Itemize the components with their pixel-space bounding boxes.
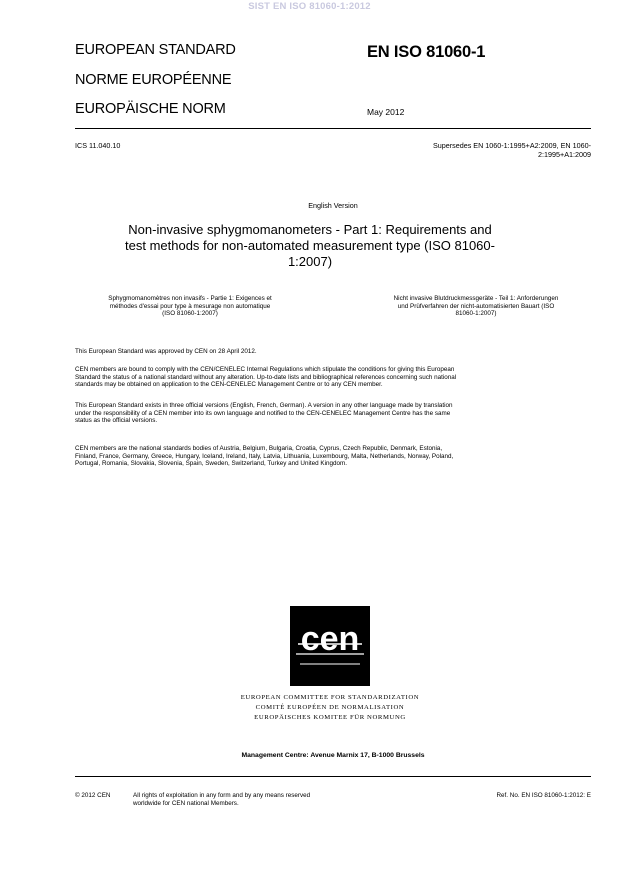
supersedes-note: [320, 142, 591, 160]
german-title-line-3: 81060-1:2007): [455, 310, 497, 318]
paragraph-line: standards may be obtained on application to the CEN-CENELEC Management Centre or to any CEN member.: [75, 381, 383, 389]
paragraph-line: This European Standard exists in three official versions (English, French, German). A version in any other language made by translation: [75, 402, 453, 409]
title-line-2: test methods for non-automated measurement type (ISO 81060-: [125, 238, 495, 253]
supersedes-line-2: 2:1995+A1:2009: [538, 149, 591, 159]
header-line-german: EUROPÄISCHE NORM: [75, 101, 226, 117]
versions-paragraph: [75, 402, 591, 425]
paragraph-line: Standard the status of a national standard without any alteration. Up-to-date lists and bibliographical references concerning such national: [75, 373, 457, 381]
cen-logo-text: cen: [300, 620, 360, 658]
paragraph-line: under the responsibility of a CEN member into its own language and notified to the CEN-CENELEC Management Centre has the same: [75, 409, 451, 417]
committee-name-french: COMITÉ EUROPÉEN DE NORMALISATION: [255, 704, 405, 711]
watermark: SIST EN ISO 81060-1:2012: [248, 1, 371, 12]
supersedes-line-1: Supersedes EN 1060-1:1995+A2:2009, EN 1060-: [432, 141, 591, 150]
committee-name-german: EUROPÄISCHES KOMITEE FÜR NORMUNG: [254, 714, 406, 721]
paragraph-line: Finland, France, Germany, Greece, Hungary, Iceland, Ireland, Italy, Latvia, Lithuania, Luxembourg, Malta, Netherlands, Norway, Poland,: [75, 452, 454, 460]
copyright: © 2012 CEN: [75, 792, 111, 799]
header-line-english: EUROPEAN STANDARD: [75, 42, 236, 58]
title-line-1: Non-invasive sphygmomanometers - Part 1: Requirements and: [128, 222, 492, 237]
reference-number: Ref. No. EN ISO 81060-1:2012: E: [496, 792, 591, 799]
rights-line-1: All rights of exploitation in any form and by any means reserved: [133, 792, 311, 799]
paragraph-line: status as the official versions.: [75, 417, 158, 425]
french-title-line-1: Sphygmomanomètres non invasifs - Partie 1: Exigences et: [108, 295, 272, 302]
approval-paragraph: This European Standard was approved by CEN on 28 April 2012.: [75, 348, 257, 355]
german-title: [356, 295, 596, 318]
document-title: [100, 222, 520, 270]
cen-logo-mark: [290, 606, 370, 686]
ics-code: ICS 11.040.10: [75, 141, 121, 150]
members-paragraph: [75, 445, 591, 468]
version-label: English Version: [308, 201, 358, 210]
standard-number: EN ISO 81060-1: [367, 43, 486, 61]
french-title: [66, 295, 314, 318]
committee-name-english: EUROPEAN COMMITTEE FOR STANDARDIZATION: [240, 694, 420, 701]
paragraph-line: CEN members are the national standards bodies of Austria, Belgium, Bulgaria, Croatia, Cyprus, Czech Republic, Denmark, Estonia,: [75, 445, 443, 452]
french-title-line-3: (ISO 81060-1:2007): [162, 310, 218, 318]
paragraph-line: Portugal, Romania, Slovakia, Slovenia, Spain, Sweden, Switzerland, Turkey and United Kingdom.: [75, 460, 347, 468]
rights-statement: [133, 792, 310, 807]
german-title-line-1: Nicht invasive Blutdruckmessgeräte - Teil 1: Anforderungen: [393, 295, 559, 302]
compliance-paragraph: [75, 366, 591, 389]
header-line-french: NORME EUROPÉENNE: [75, 72, 232, 88]
french-title-line-2: méthodes d'essai pour type à mesurage non automatique: [109, 302, 271, 310]
header-rule: [75, 128, 591, 129]
german-title-line-2: und Prüfverfahren der nicht-automatisierten Bauart (ISO: [397, 302, 555, 310]
paragraph-line: CEN members are bound to comply with the CEN/CENELEC Internal Regulations which stipulate the conditions for giving this European: [75, 366, 455, 373]
footer-rule: [75, 776, 591, 777]
title-line-3: 1:2007): [287, 254, 333, 269]
publication-date: May 2012: [367, 107, 405, 117]
management-centre-address: Management Centre: Avenue Marnix 17, B-1000 Brussels: [241, 752, 425, 759]
cen-logo: [290, 606, 370, 686]
rights-line-2: worldwide for CEN national Members.: [133, 799, 239, 807]
